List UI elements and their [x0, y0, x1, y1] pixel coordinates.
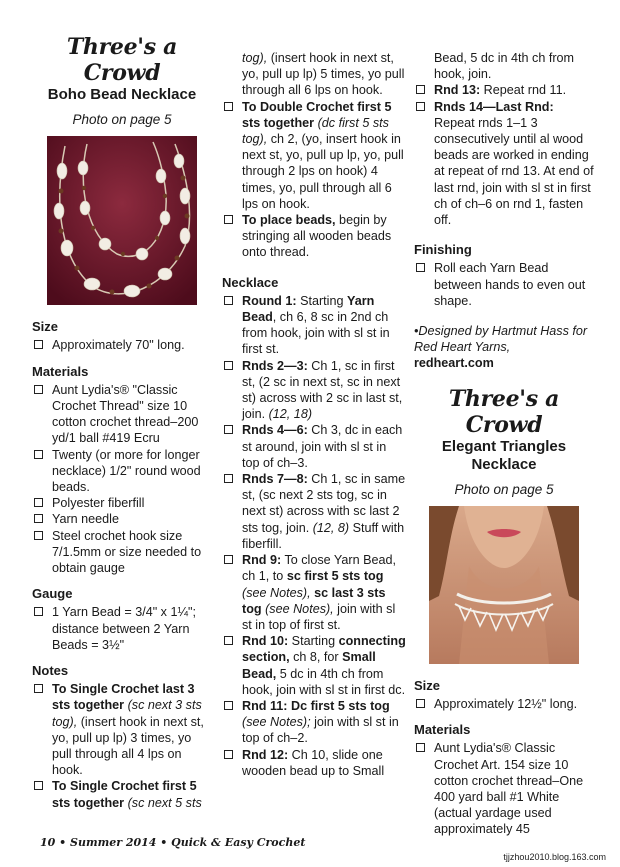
choker-photo	[429, 506, 579, 664]
finishing-item: Roll each Yarn Bead between hands to even out shape.	[414, 260, 594, 309]
material-item: Aunt Lydia's® "Classic Crochet Thread" size 10 cotton crochet thread–200 yd/1 ball #419 Ecru	[32, 382, 212, 447]
pattern-subtitle-2: Elegant Triangles Necklace	[441, 437, 567, 473]
pattern-title-2: Three's a Crowd	[448, 385, 560, 438]
pattern-subtitle: Boho Bead Necklace	[47, 86, 197, 103]
necklace-photo	[47, 136, 197, 305]
materials-heading-2: Materials	[414, 722, 471, 738]
material-item-2: Aunt Lydia's® Classic Crochet Art. 154 size 10 cotton crochet thread–One 400 yard ball #1 White (actual yardage used approximately 45	[414, 740, 594, 837]
checkbox-icon[interactable]	[224, 701, 233, 710]
checkbox-icon[interactable]	[224, 474, 233, 483]
triangle-necklace-image	[429, 506, 579, 664]
gauge-item: 1 Yarn Bead = 3/4" x 1¼"; distance between 2 Yarn Beads = 3½"	[32, 604, 212, 653]
checkbox-icon[interactable]	[34, 531, 43, 540]
round-item: Rnds 4—6: Ch 3, dc in each st around, join with sl st in top of ch–3.	[222, 422, 406, 471]
size-heading: Size	[32, 319, 59, 335]
photo-reference-2: Photo on page 5	[454, 481, 554, 497]
note-continuation: tog), (insert hook in next st, yo, pull up lp) 5 times, yo pull through all 6 lps on hook.	[242, 51, 405, 98]
note-item: To place beads, begin by stringing all wooden beads onto thread.	[222, 212, 406, 261]
material-item: Twenty (or more for longer necklace) 1/2" round wood beads.	[32, 447, 212, 496]
page-footer: 10 • Summer 2014 • Quick & Easy Crochet	[40, 836, 306, 849]
notes-heading: Notes	[32, 663, 69, 679]
round-item: Rnd 13: Repeat rnd 11.	[414, 82, 594, 98]
bead-necklace-image	[47, 136, 197, 305]
note-item: To Double Crochet first 5 sts together (dc first 5 sts tog), ch 2, (yo, insert hook in next st, yo, pull up lp, yo, pull through 2 lps on hook) 4 times, yo, pull through all 6 lps on hook.	[222, 99, 406, 212]
round-item: Round 1: Starting Yarn Bead, ch 6, 8 sc in 2nd ch from hook, join with sl st in first st.	[222, 293, 406, 358]
website-link[interactable]: redheart.com	[414, 356, 494, 371]
round-item: Rnds 7—8: Ch 1, sc in same st, (sc next 2 sts tog, sc in next st) across with sc last 2 sts tog, join. (12, 8) Stuff with fiberfill.	[222, 471, 406, 552]
gauge-heading: Gauge	[32, 586, 73, 602]
checkbox-icon[interactable]	[34, 498, 43, 507]
necklace-heading: Necklace	[222, 274, 279, 290]
size-item: Approximately 70" long.	[32, 337, 212, 353]
designer-credit: •Designed by Hartmut Hass for Red Heart Yarns,	[414, 324, 588, 355]
round-item: Rnds 2—3: Ch 1, sc in first st, (2 sc in next st, sc in next st) across with 2 sc in last st, join. (12, 18)	[222, 358, 406, 423]
checkbox-icon[interactable]	[34, 781, 43, 790]
left-column	[32, 34, 212, 811]
round-item: Rnd 9: To close Yarn Bead, ch 1, to sc first 5 sts tog (see Notes), sc last 3 sts tog (see Notes), join with sl st in top of first st.	[222, 552, 406, 633]
pattern-title: Three's a Crowd	[66, 34, 178, 86]
materials-heading: Materials	[32, 363, 89, 379]
checkbox-icon[interactable]	[224, 102, 233, 111]
checkbox-icon[interactable]	[416, 699, 425, 708]
checkbox-icon[interactable]	[224, 750, 233, 759]
round-continuation: Bead, 5 dc in 4th ch from hook, join.	[434, 51, 575, 82]
checkbox-icon[interactable]	[224, 296, 233, 305]
size-item-2: Approximately 12½" long.	[414, 696, 594, 712]
right-column	[414, 50, 594, 838]
checkbox-icon[interactable]	[224, 636, 233, 645]
size-heading-2: Size	[414, 677, 441, 693]
round-item: Rnd 10: Starting connecting section, ch 8, for Small Bead, 5 dc in 4th ch from hook, join with sl st in first dc.	[222, 633, 406, 698]
round-item: Rnd 11: Dc first 5 sts tog (see Notes); join with sl st in top of ch–2.	[222, 698, 406, 747]
material-item: Polyester fiberfill	[32, 495, 212, 511]
checkbox-icon[interactable]	[224, 215, 233, 224]
checkbox-icon[interactable]	[416, 743, 425, 752]
checkbox-icon[interactable]	[34, 607, 43, 616]
round-item: Rnds 14—Last Rnd: Repeat rnds 1–1 3 consecutively until al wood beads are worked in ending at repeat of rnd 13. At end of last rnd, join with sl st in first ch of ch–6 on rnd 1, fasten off.	[414, 99, 594, 229]
round-item: Rnd 12: Ch 10, slide one wooden bead up to Small	[222, 747, 406, 779]
material-item: Yarn needle	[32, 511, 212, 527]
source-credit: tjjzhou2010.blog.163.com	[503, 852, 606, 862]
material-item: Steel crochet hook size 7/1.5mm or size needed to obtain gauge	[32, 528, 212, 577]
checkbox-icon[interactable]	[416, 263, 425, 272]
checkbox-icon[interactable]	[224, 555, 233, 564]
checkbox-icon[interactable]	[34, 450, 43, 459]
note-item: To Single Crochet last 3 sts together (sc next 3 sts tog), (insert hook in next st, yo, pull up lp) 3 times, yo pull through all 4 lps on hook.	[32, 681, 212, 778]
checkbox-icon[interactable]	[224, 425, 233, 434]
checkbox-icon[interactable]	[34, 684, 43, 693]
checkbox-icon[interactable]	[224, 361, 233, 370]
checkbox-icon[interactable]	[416, 85, 425, 94]
photo-reference: Photo on page 5	[72, 112, 172, 127]
middle-column	[222, 50, 406, 779]
note-item: To Single Crochet first 5 sts together (sc next 5 sts	[32, 778, 212, 810]
checkbox-icon[interactable]	[416, 102, 425, 111]
finishing-heading: Finishing	[414, 242, 472, 258]
checkbox-icon[interactable]	[34, 385, 43, 394]
checkbox-icon[interactable]	[34, 340, 43, 349]
checkbox-icon[interactable]	[34, 514, 43, 523]
